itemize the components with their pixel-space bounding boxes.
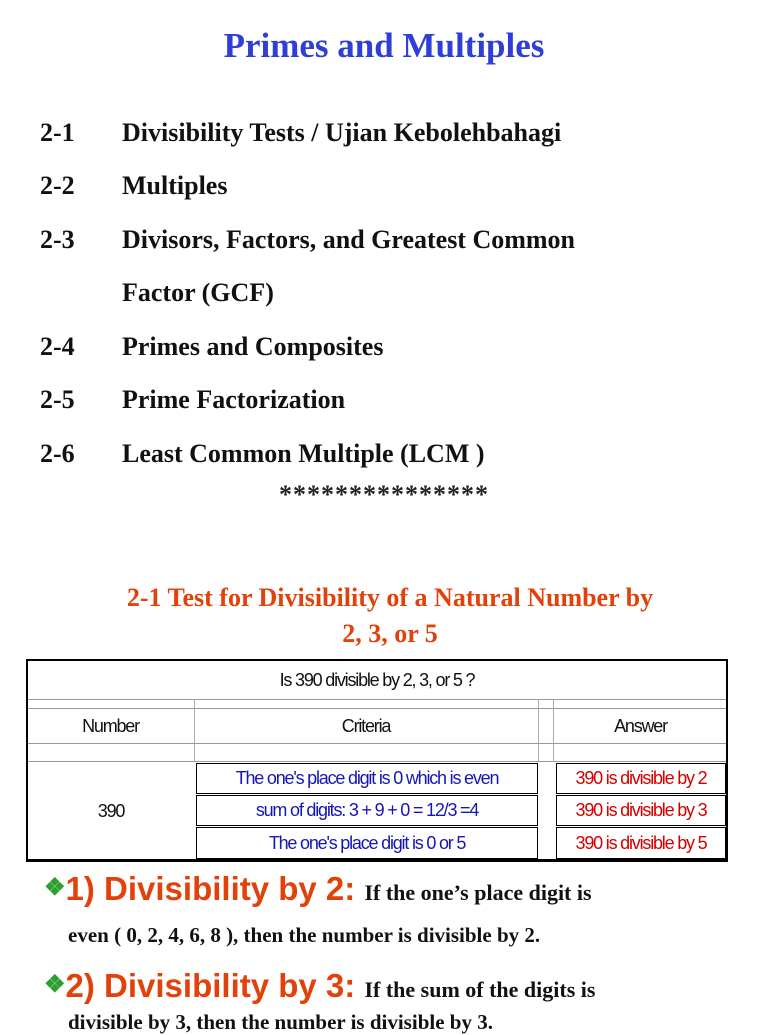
diamond-bullet-icon: ❖ [44,971,66,998]
toc-number: 2-5 [40,385,75,415]
toc-number: 2-1 [40,117,75,147]
answer-cell: 390 is divisible by 3 [556,795,726,826]
toc-number: 2-6 [40,438,75,468]
answer-cell: 390 is divisible by 5 [556,827,726,859]
rule-continuation: divisible by 3, then the number is divisible by 3. [68,1010,493,1034]
toc-text: Least Common Multiple (LCM ) [122,438,485,468]
criteria-cell: sum of digits: 3 + 9 + 0 = 12/3 =4 [196,795,538,826]
divider [194,699,195,762]
toc-item [40,106,740,160]
divider [28,743,726,744]
number-value: 390 [97,800,125,821]
toc-text: Prime Factorization [122,385,346,415]
separator: *************** [279,480,489,509]
criteria-cell: The one's place digit is 0 or 5 [196,827,538,859]
rule-continuation: even ( 0, 2, 4, 6, 8 ), then the number is divisible by 2. [68,923,541,947]
page-title: Primes and Multiples [223,26,545,65]
toc-text: Multiples [122,171,228,201]
toc-item [40,213,740,267]
table-caption: Is 390 divisible by 2, 3, or 5 ? [279,669,475,690]
toc-item [40,160,740,214]
header-criteria: Criteria [341,715,391,736]
divider [28,699,726,700]
rule-heading: 1) Divisibility by 2: [65,870,356,907]
section-title-line-2: 2, 3, or 5 [342,619,438,648]
divider [538,699,539,762]
rule-text: If the sum of the digits is [364,977,596,1002]
toc-text: Factor (GCF) [122,278,274,308]
toc-item [40,320,740,374]
rule-text: If the one’s place digit is [364,880,592,905]
divisibility-table [26,659,728,862]
rule-divisibility-by-2 [44,870,592,908]
header-answer: Answer [614,715,667,736]
diamond-bullet-icon: ❖ [44,874,66,901]
toc-text: Divisibility Tests / Ujian Kebolehbahagi [122,117,562,147]
rule-heading: 2) Divisibility by 3: [65,967,356,1004]
toc-item [40,427,740,481]
table-of-contents [40,106,740,481]
answer-cell: 390 is divisible by 2 [556,763,726,794]
toc-item [40,374,740,428]
toc-text: Primes and Composites [122,331,384,361]
section-title-line-1: 2-1 Test for Divisibility of a Natural Number by [126,583,654,612]
divider [553,699,554,762]
toc-number: 2-4 [40,331,75,361]
toc-number: 2-3 [40,224,75,254]
toc-text: Divisors, Factors, and Greatest Common [122,224,576,254]
section-title [40,580,740,652]
criteria-cell: The one's place digit is 0 which is even [196,763,538,794]
header-number: Number [82,715,139,736]
toc-item-continuation [40,267,740,321]
rule-divisibility-by-3 [44,967,595,1005]
toc-number: 2-2 [40,171,75,201]
